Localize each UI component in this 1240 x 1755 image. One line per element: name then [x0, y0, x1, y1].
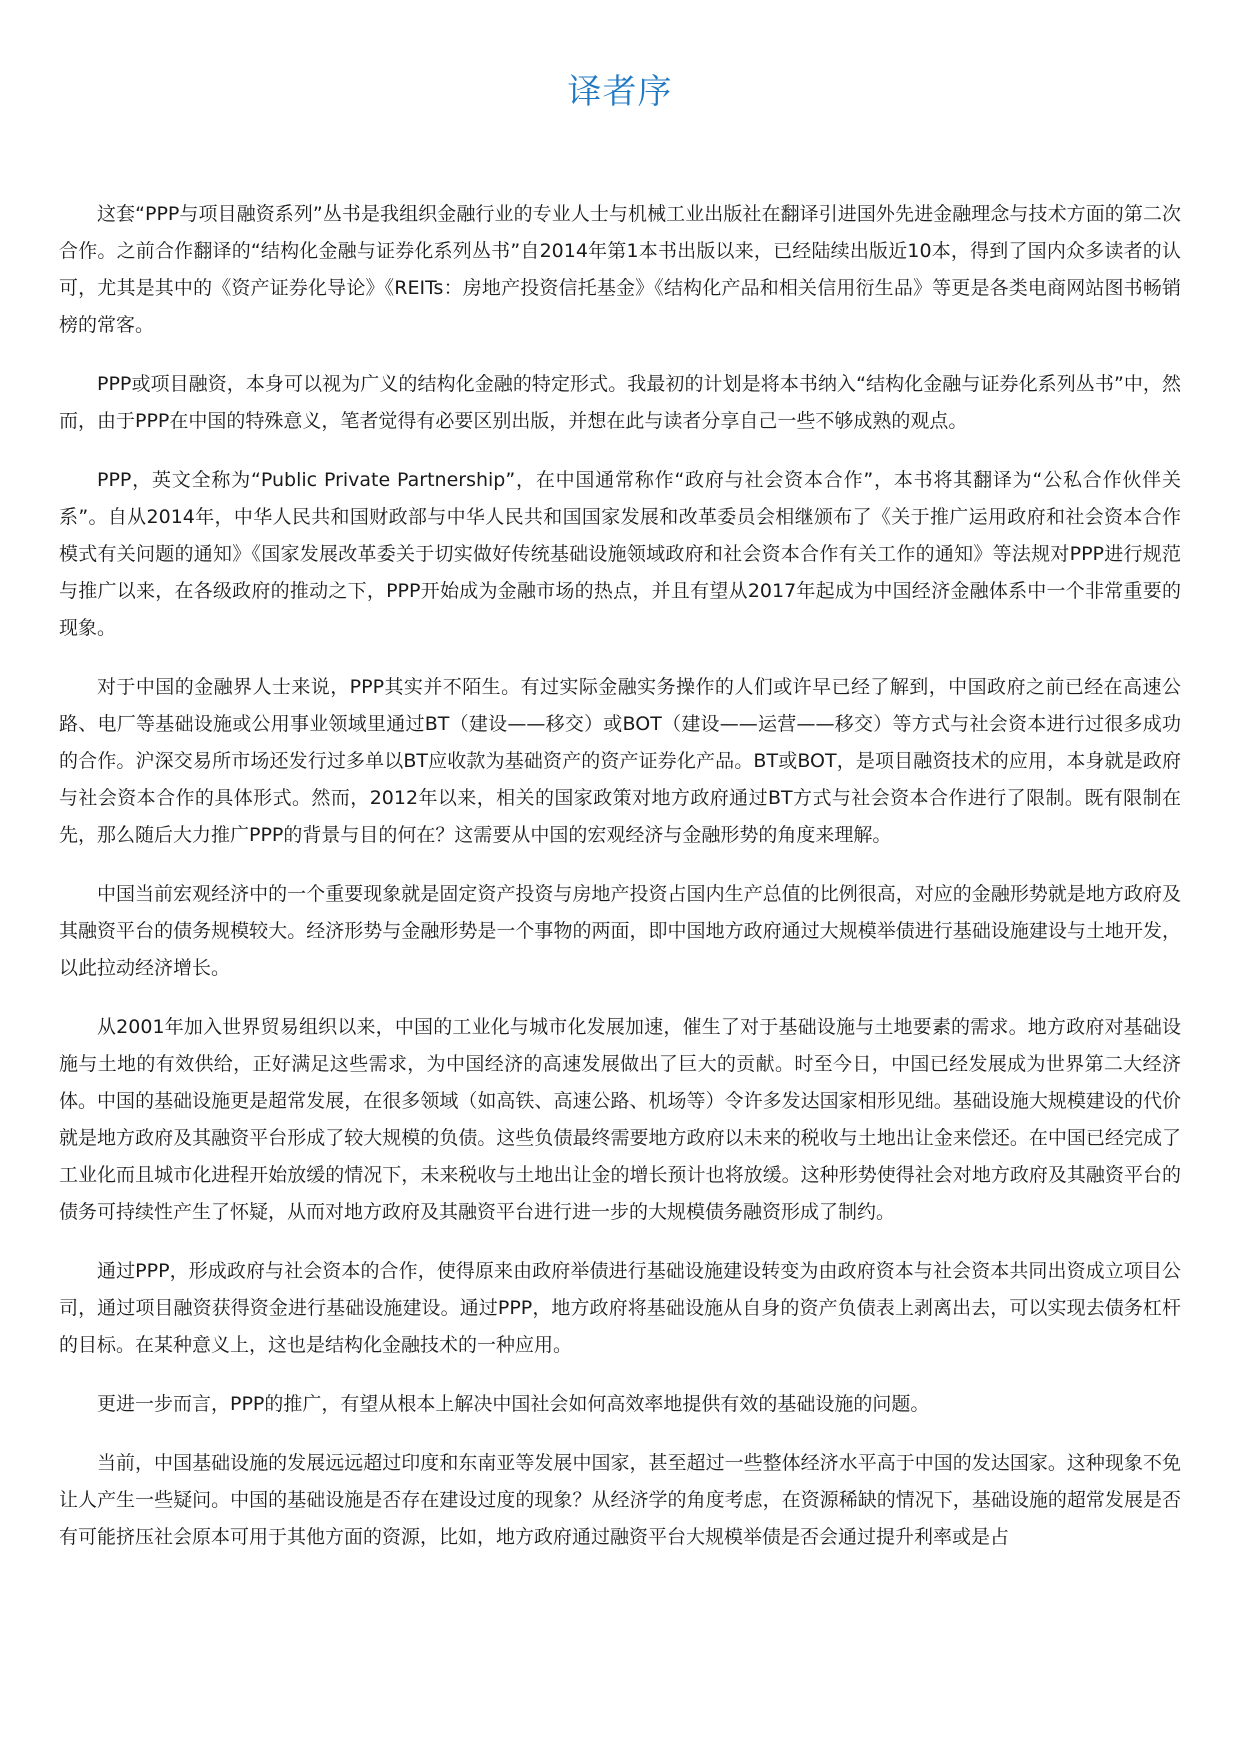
- paragraph-2: PPP或项目融资，本身可以视为广义的结构化金融的特定形式。我最初的计划是将本书纳入“结构化金融与证券化系列丛书”中，然而，由于PPP在中国的特殊意义，笔者觉得有必要区别出版，并想在此与读者分享自己一些不够成熟的观点。: [59, 373, 1181, 432]
- page-title: 译者序: [567, 72, 673, 112]
- paragraph-6: 从2001年加入世界贸易组织以来，中国的工业化与城市化发展加速，催生了对于基础设施与土地要素的需求。地方政府对基础设施与土地的有效供给，正好满足这些需求，为中国经济的高速发展做出了巨大的贡献。时至今日，中国已经发展成为世界第二大经济体。中国的基础设施更是超常发展，在很多领域（如高铁、高速公路、机场等）令许多发达国家相形见绌。基础设施大规模建设的代价就是地方政府及其融资平台形成了较大规模的负债。这些负债最终需要地方政府以未来的税收与土地出让金来偿还。在中国已经完成了工业化而且城市化进程开始放缓的情况下，未来税收与土地出让金的增长预计也将放缓。这种形势使得社会对地方政府及其融资平台的债务可持续性产生了怀疑，从而对地方政府及其融资平台进行进一步的大规模债务融资形成了制约。: [59, 1016, 1181, 1223]
- body-text: [59, 196, 1181, 1578]
- paragraph-3: PPP，英文全称为“Public Private Partnership”，在中国通常称作“政府与社会资本合作”，本书将其翻译为“公私合作伙伴关系”。自从2014年，中华人民共和国财政部与中华人民共和国国家发展和改革委员会相继颁布了《关于推广运用政府和社会资本合作模式有关问题的通知》《国家发展改革委关于切实做好传统基础设施领域政府和社会资本合作有关工作的通知》等法规对PPP进行规范与推广以来，在各级政府的推动之下，PPP开始成为金融市场的热点，并且有望从2017年起成为中国经济金融体系中一个非常重要的现象。: [59, 469, 1181, 639]
- paragraph-9: 当前，中国基础设施的发展远远超过印度和东南亚等发展中国家，甚至超过一些整体经济水平高于中国的发达国家。这种现象不免让人产生一些疑问。中国的基础设施是否存在建设过度的现象？从经济学的角度考虑，在资源稀缺的情况下，基础设施的超常发展是否有可能挤压社会原本可用于其他方面的资源，比如，地方政府通过融资平台大规模举债是否会通过提升利率或是占: [59, 1452, 1181, 1548]
- paragraph-1: 这套“PPP与项目融资系列”丛书是我组织金融行业的专业人士与机械工业出版社在翻译引进国外先进金融理念与技术方面的第二次合作。之前合作翻译的“结构化金融与证券化系列丛书”自2014年第1本书出版以来，已经陆续出版近10本，得到了国内众多读者的认可，尤其是其中的《资产证券化导论》《REITs：房地产投资信托基金》《结构化产品和相关信用衍生品》等更是各类电商网站图书畅销榜的常客。: [59, 203, 1181, 336]
- paragraph-4: 对于中国的金融界人士来说，PPP其实并不陌生。有过实际金融实务操作的人们或许早已经了解到，中国政府之前已经在高速公路、电厂等基础设施或公用事业领域里通过BT（建设——移交）或BOT（建设——运营——移交）等方式与社会资本进行过很多成功的合作。沪深交易所市场还发行过多单以BT应收款为基础资产的资产证券化产品。BT或BOT，是项目融资技术的应用，本身就是政府与社会资本合作的具体形式。然而，2012年以来，相关的国家政策对地方政府通过BT方式与社会资本合作进行了限制。既有限制在先，那么随后大力推广PPP的背景与目的何在？这需要从中国的宏观经济与金融形势的角度来理解。: [59, 676, 1181, 846]
- paragraph-7: 通过PPP，形成政府与社会资本的合作，使得原来由政府举债进行基础设施建设转变为由政府资本与社会资本共同出资成立项目公司，通过项目融资获得资金进行基础设施建设。通过PPP，地方政府将基础设施从自身的资产负债表上剥离出去，可以实现去债务杠杆的目标。在某种意义上，这也是结构化金融技术的一种应用。: [59, 1260, 1181, 1356]
- paragraph-8: 更进一步而言，PPP的推广，有望从根本上解决中国社会如何高效率地提供有效的基础设施的问题。: [97, 1393, 930, 1415]
- paragraph-5: 中国当前宏观经济中的一个重要现象就是固定资产投资与房地产投资占国内生产总值的比例很高，对应的金融形势就是地方政府及其融资平台的债务规模较大。经济形势与金融形势是一个事物的两面，即中国地方政府通过大规模举债进行基础设施建设与土地开发，以此拉动经济增长。: [59, 883, 1181, 979]
